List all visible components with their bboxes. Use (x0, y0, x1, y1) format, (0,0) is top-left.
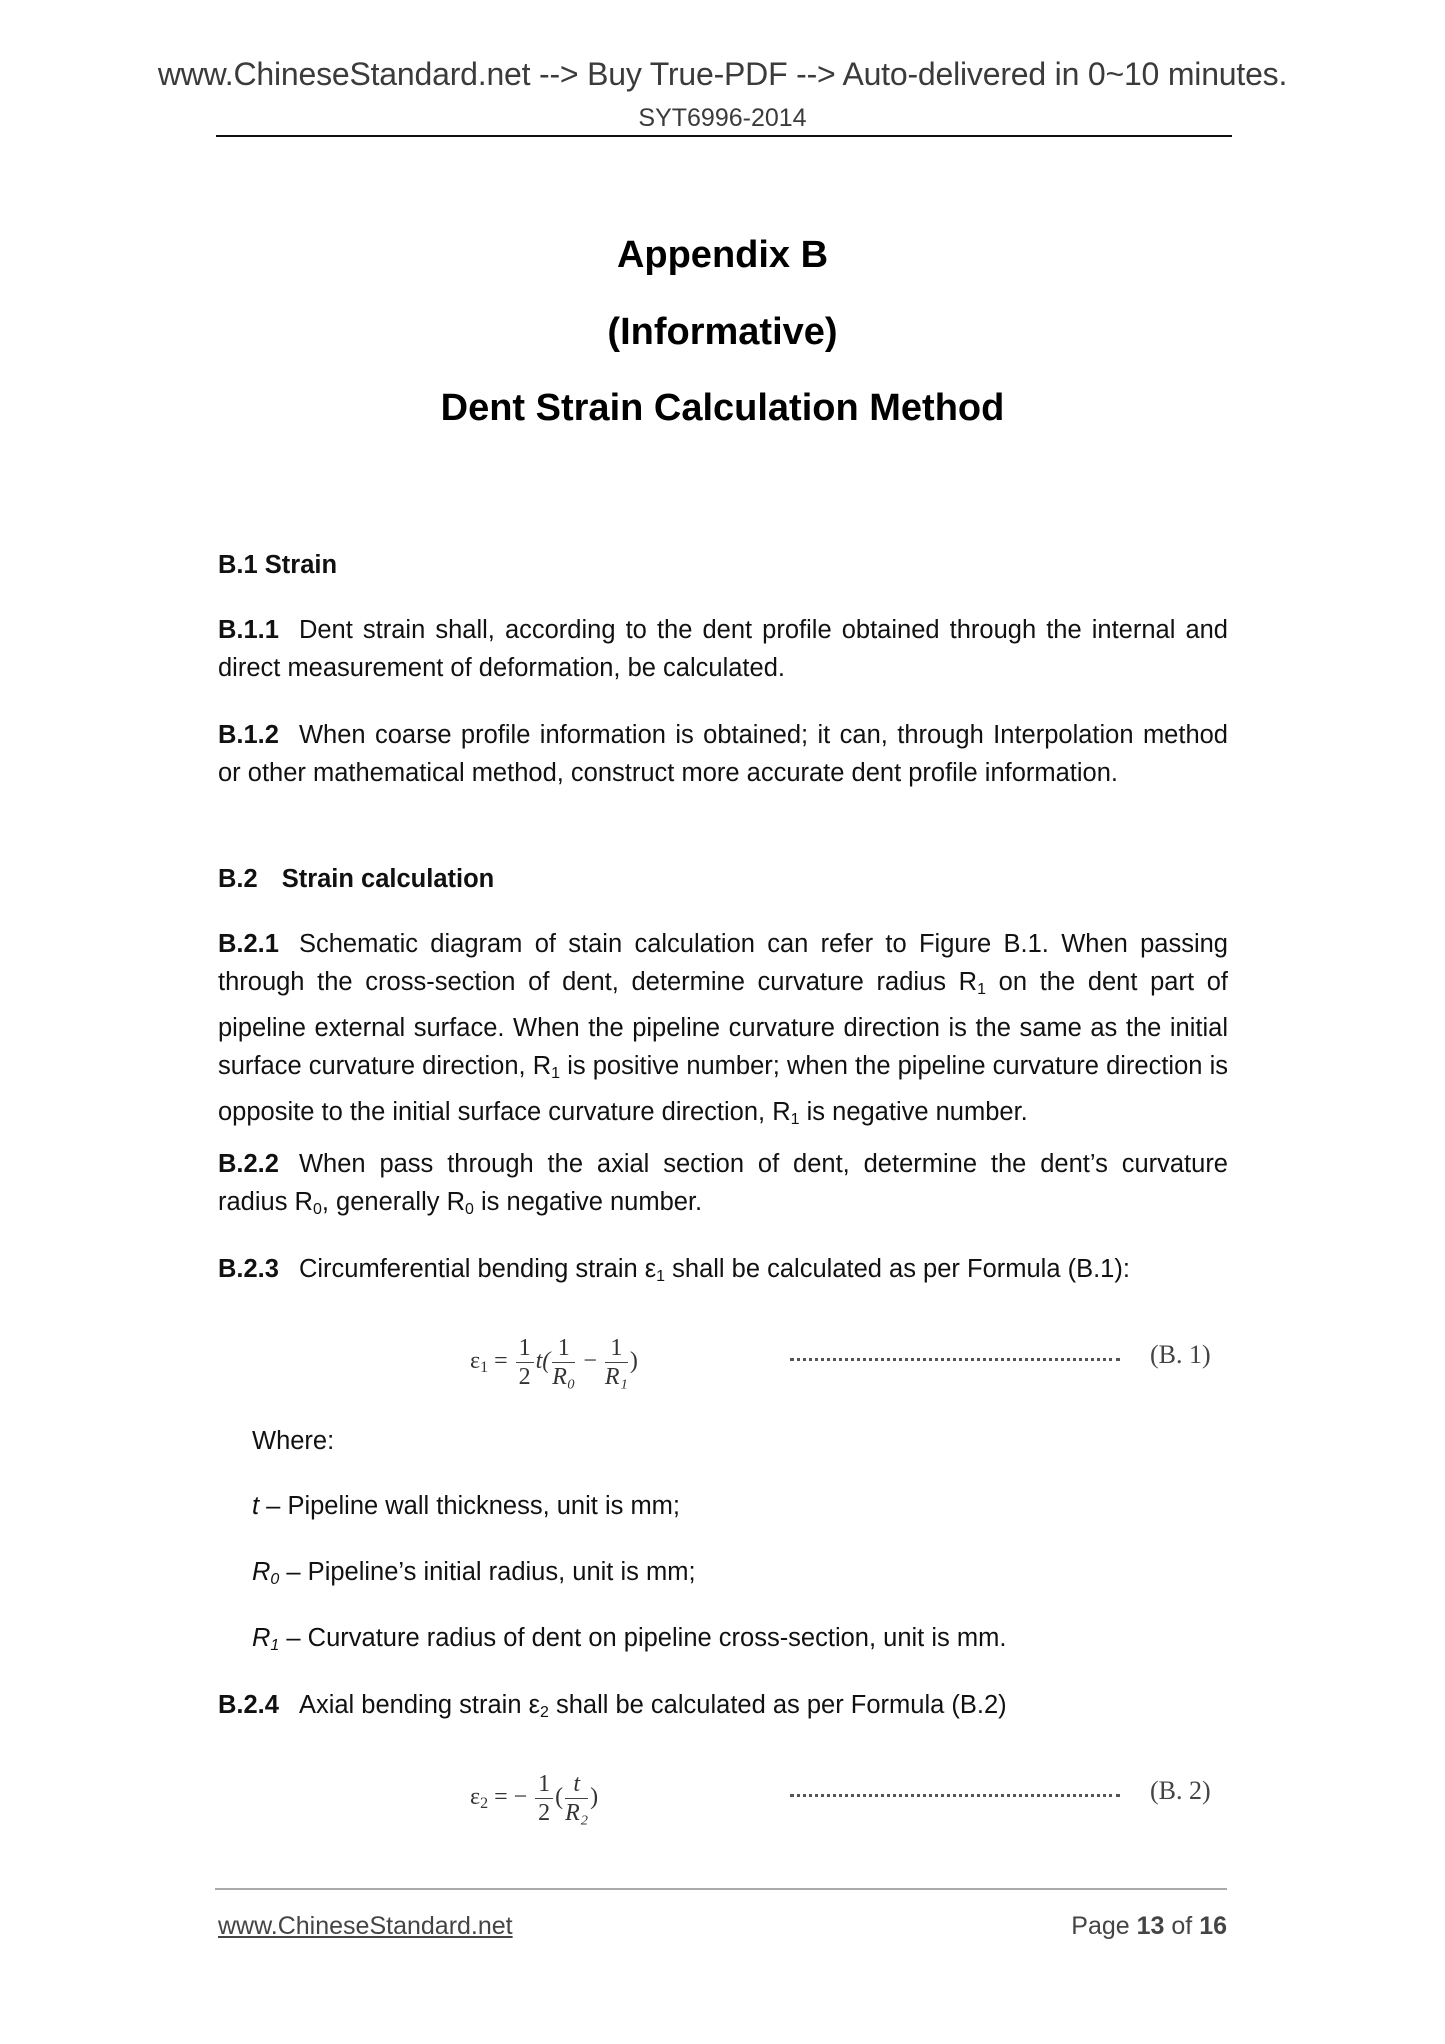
symbol: t (252, 1492, 260, 1520)
epsilon-symbol: ε (470, 1348, 481, 1375)
formula-b1 (470, 1312, 1230, 1392)
section-number: B.2 (218, 865, 258, 893)
denominator: R₂ (565, 1800, 589, 1826)
numerator: t (565, 1770, 588, 1799)
section-title: Strain calculation (281, 865, 495, 893)
section-heading-b2 (218, 860, 1228, 898)
where-item-t (252, 1487, 1262, 1525)
clause-b21 (218, 925, 1228, 1139)
clause-text: shall be calculated as per Formula (B.2) (548, 1691, 1007, 1719)
fraction-t-r2 (565, 1770, 588, 1827)
equals-sign: = − (488, 1784, 534, 1811)
page-mid: of (1164, 1912, 1200, 1940)
where-item-r0 (252, 1553, 1262, 1599)
page-prefix: Page (1071, 1912, 1137, 1940)
clause-number: B.2.1 (218, 930, 279, 958)
open-paren: ( (555, 1784, 564, 1811)
clause-number: B.2.2 (218, 1150, 279, 1178)
epsilon-symbol: ε (470, 1784, 481, 1811)
clause-text: is negative number. (473, 1188, 703, 1216)
subscript: 1 (480, 1359, 489, 1377)
document-code: SYT6996-2014 (638, 104, 807, 132)
formula-b2 (470, 1748, 1230, 1828)
header-banner: www.ChineseStandard.net --> Buy True-PDF --> Auto-delivered in 0~10 minutes. (157, 56, 1288, 92)
clause-text: , generally R (321, 1188, 466, 1216)
clause-text: Axial bending strain ε (298, 1691, 540, 1719)
close-paren: ) (590, 1784, 599, 1811)
numerator: 1 (605, 1334, 628, 1363)
appendix-name: Dent Strain Calculation Method (440, 387, 1005, 429)
clause-text: is negative number. (799, 1098, 1028, 1126)
formula-expression (470, 1770, 598, 1827)
subscript: 0 (270, 1571, 280, 1588)
subscript: 0 (465, 1201, 474, 1218)
clause-text: shall be calculated as per Formula (B.1): (665, 1255, 1130, 1283)
clause-b22 (218, 1145, 1228, 1229)
subscript: 1 (977, 981, 986, 998)
where-item-r1 (252, 1619, 1262, 1665)
clause-number: B.2.4 (218, 1691, 279, 1719)
subscript: 1 (551, 1065, 561, 1082)
equals-sign: = (488, 1348, 514, 1375)
clause-text: is positive number; when the pipeline curvature direction is opposite to the initial surface curvature direction, R (218, 1052, 1228, 1126)
subscript: 0 (312, 1201, 322, 1218)
formula-expression (470, 1334, 638, 1391)
subscript: 1 (270, 1637, 280, 1654)
formula-leader-dots (790, 1358, 1120, 1361)
subscript: 2 (539, 1704, 549, 1721)
footer-divider (215, 1888, 1227, 1890)
header-divider (216, 135, 1232, 137)
clause-text: Circumferential bending strain ε (298, 1255, 657, 1283)
where-label: Where: (252, 1427, 335, 1455)
section-heading-b1: B.1 Strain (218, 551, 338, 579)
clause-text: When pass through the axial section of dent, determine the dent’s curvature radius R (218, 1150, 1228, 1216)
subscript: 1 (790, 1111, 800, 1128)
fraction-half (535, 1770, 553, 1827)
appendix-type: (Informative) (607, 311, 838, 353)
subscript: 2 (480, 1795, 489, 1813)
formula-number: (B. 1) (1150, 1340, 1211, 1369)
fraction-r0 (552, 1334, 575, 1391)
definition: – Pipeline’s initial radius, unit is mm; (279, 1558, 696, 1586)
clause-b24 (218, 1686, 1228, 1732)
page-indicator (1071, 1912, 1227, 1941)
symbol: R (252, 1624, 271, 1652)
fraction-half (516, 1334, 534, 1391)
denominator: R₀ (552, 1364, 576, 1390)
footer-site-link[interactable]: www.ChineseStandard.net (218, 1912, 513, 1940)
denominator: R₁ (604, 1364, 628, 1390)
close-paren: ) (629, 1348, 638, 1375)
appendix-title: Appendix B (616, 234, 829, 276)
definition: – Curvature radius of dent on pipeline cross-section, unit is mm. (279, 1624, 1007, 1652)
minus-sign: − (577, 1348, 603, 1375)
clause-text: Dent strain shall, according to the dent profile obtained through the internal and direct measurement of deformation, be calculated. (218, 616, 1228, 682)
formula-number: (B. 2) (1150, 1776, 1211, 1805)
clause-text: on the dent part of pipeline external surface. When the pipeline curvature direction is the same as the initial surface curvature direction, R (218, 968, 1228, 1080)
clause-number: B.2.3 (218, 1255, 279, 1283)
fraction-r1 (605, 1334, 628, 1391)
clause-b11 (218, 611, 1228, 687)
definition: – Pipeline wall thickness, unit is mm; (259, 1492, 681, 1520)
clause-text: Schematic diagram of stain calculation can refer to Figure B.1. When passing through the cross-section of dent, determine curvature radius R (218, 930, 1228, 996)
clause-b12 (218, 716, 1228, 792)
clause-number: B.1.2 (218, 721, 279, 749)
clause-number: B.1.1 (218, 616, 279, 644)
numerator: 1 (535, 1770, 553, 1799)
denominator: 2 (518, 1364, 531, 1390)
numerator: 1 (516, 1334, 534, 1363)
clause-b23 (218, 1250, 1228, 1296)
page-total: 16 (1199, 1912, 1227, 1940)
page-current: 13 (1136, 1912, 1165, 1940)
numerator: 1 (552, 1334, 575, 1363)
subscript: 1 (656, 1268, 666, 1285)
symbol: R (252, 1558, 271, 1586)
clause-text: When coarse profile information is obtained; it can, through Interpolation method or other mathematical method, construct more accurate dent profile information. (218, 721, 1228, 787)
denominator: 2 (538, 1800, 551, 1826)
formula-leader-dots (790, 1794, 1120, 1797)
thickness-symbol: t( (535, 1348, 551, 1375)
